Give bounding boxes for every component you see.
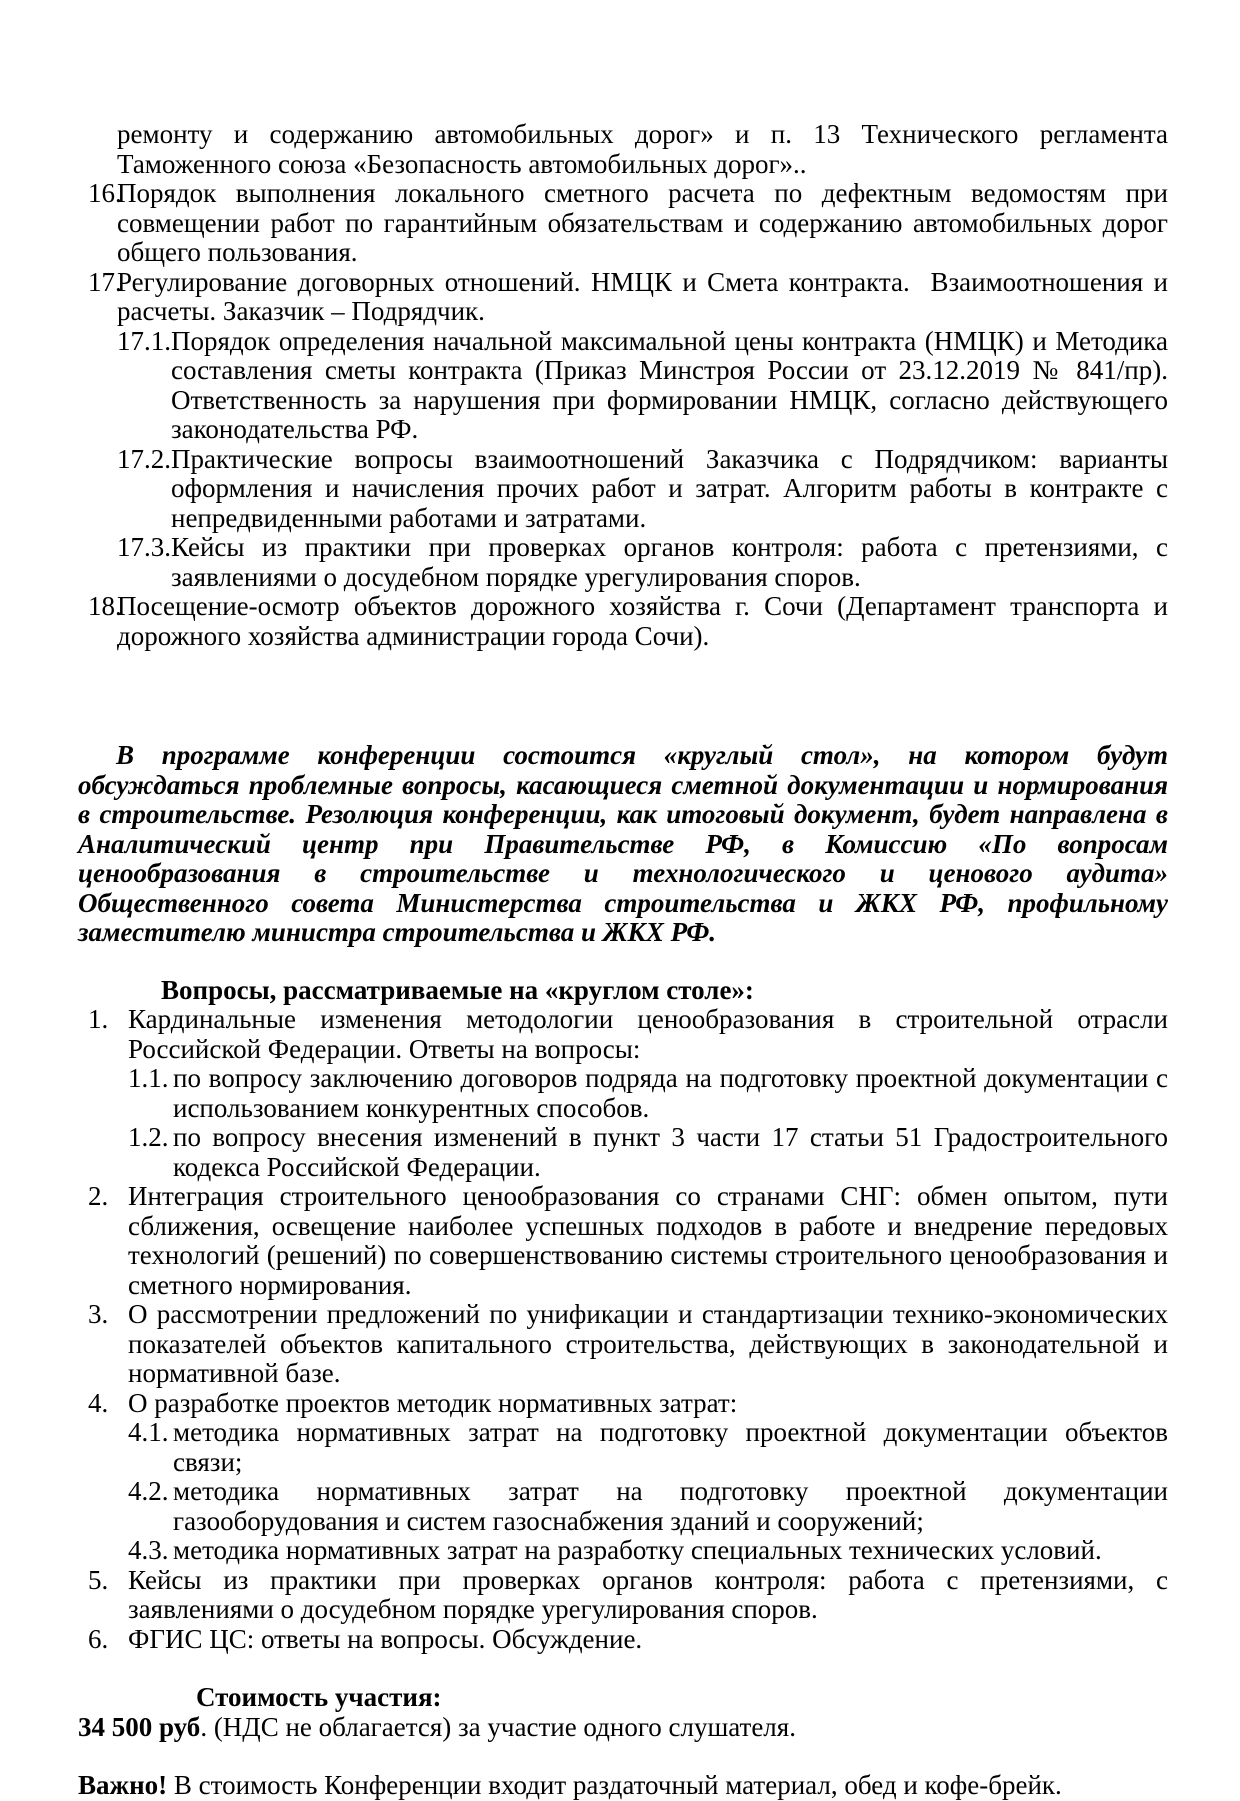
roundtable-item-4-2-text: методика нормативных затрат на подготовку проектной документации газооборудования и систем газоснабжения зданий и сооружений; <box>173 1476 1168 1536</box>
program-item-17-1-text: Порядок определения начальной максимальной цены контракта (НМЦК) и Методика составления сметы контракта (Приказ Минстроя России от 23.12.2019 № 841/пр). Ответственность за нарушения при формировании НМЦК, согласно действующего законодательства РФ. <box>171 325 1168 444</box>
program-item-17-3-number: 17.3. <box>117 532 171 562</box>
pricing-line <box>78 1713 1168 1743</box>
program-item-15-tail: ремонту и содержанию автомобильных дорог» и п. 13 Технического регламента Таможенного союза «Безопасность автомобильных дорог».. <box>117 119 1168 179</box>
roundtable-item-5 <box>78 1566 1168 1625</box>
roundtable-list <box>78 1005 1168 1654</box>
roundtable-item-4 <box>78 1389 1168 1419</box>
roundtable-item-4-3 <box>78 1536 1168 1566</box>
roundtable-item-4-2 <box>78 1477 1168 1536</box>
roundtable-item-1-text: Кардинальные изменения методологии ценообразования в строительной отрасли Российской Федерации. Ответы на вопросы: <box>128 1004 1168 1064</box>
program-item-17-number: 17. <box>88 266 122 297</box>
program-item-17-3-text: Кейсы из практики при проверках органов контроля: работа с претензиями, с заявлениями о досудебном порядке урегулирования споров. <box>171 532 1168 592</box>
roundtable-intro-paragraph: В программе конференции состоится «круглый стол», на котором будут обсуждаться проблемные вопросы, касающиеся сметной документации и нормирования в строительстве. Резолюция конференции, как итоговый документ, будет направлена в Аналитический центр при Правительстве РФ, в Комиссию «По вопросам ценообразования в строительстве и технологического и ценового аудита» Общественного совета Министерства строительства и ЖКХ РФ, профильному заместителю министра строительства и ЖКХ РФ. <box>78 740 1168 947</box>
roundtable-item-1-1-number: 1.1. <box>128 1063 169 1093</box>
program-item-17-1-number: 17.1. <box>117 325 171 356</box>
roundtable-item-2 <box>78 1182 1168 1300</box>
program-item-18-number: 18. <box>88 591 122 621</box>
roundtable-item-1-number: 1. <box>88 1004 109 1034</box>
roundtable-item-6-number: 6. <box>88 1623 109 1654</box>
program-item-17-2-number: 17.2. <box>117 443 171 474</box>
program-item-17 <box>78 268 1168 327</box>
roundtable-item-4-3-number: 4.3. <box>128 1535 169 1565</box>
program-item-16 <box>78 179 1168 268</box>
roundtable-item-3-text: О рассмотрении предложений по унификации и стандартизации технико-экономических показателей объектов капитального строительства, действующих в законодательной и нормативной базе. <box>128 1299 1168 1388</box>
roundtable-item-4-2-number: 4.2. <box>128 1476 169 1506</box>
roundtable-item-5-text: Кейсы из практики при проверках органов контроля: работа с претензиями, с заявлениями о досудебном порядке урегулирования споров. <box>128 1564 1168 1624</box>
roundtable-item-6-text: ФГИС ЦС: ответы на вопросы. Обсуждение. <box>128 1623 643 1654</box>
roundtable-heading: Вопросы, рассматриваемые на «круглом столе»: <box>161 974 754 1005</box>
roundtable-item-4-1-text: методика нормативных затрат на подготовку проектной документации объектов связи; <box>173 1417 1168 1477</box>
pricing-amount: 34 500 руб <box>78 1711 201 1742</box>
important-note-text: В стоимость Конференции входит раздаточный материал, обед и кофе-брейк. <box>167 1770 1062 1800</box>
program-item-16-number: 16. <box>88 178 122 208</box>
roundtable-item-1-2-number: 1.2. <box>128 1122 169 1152</box>
program-item-17-1 <box>78 327 1168 445</box>
important-note-label: Важно! <box>78 1770 168 1800</box>
roundtable-item-1-2 <box>78 1123 1168 1182</box>
roundtable-item-1-1 <box>78 1064 1168 1123</box>
roundtable-item-1-1-text: по вопросу заключению договоров подряда на подготовку проектной документации с использованием конкурентных способов. <box>173 1063 1168 1123</box>
roundtable-item-1 <box>78 1005 1168 1064</box>
roundtable-item-5-number: 5. <box>88 1564 109 1595</box>
roundtable-item-4-1 <box>78 1418 1168 1477</box>
roundtable-item-4-number: 4. <box>88 1387 109 1418</box>
program-item-17-2 <box>78 445 1168 534</box>
roundtable-item-3 <box>78 1300 1168 1389</box>
pricing-details: . (НДС не облагается) за участие одного слушателя. <box>200 1711 796 1742</box>
roundtable-item-2-number: 2. <box>88 1181 109 1211</box>
program-item-17-text: Регулирование договорных отношений. НМЦК и Смета контракта. Взаимоотношения и расчеты. Заказчик – Подрядчик. <box>117 266 1168 326</box>
program-item-17-3 <box>78 533 1168 592</box>
roundtable-item-4-1-number: 4.1. <box>128 1417 169 1447</box>
program-item-17-2-text: Практические вопросы взаимоотношений Заказчика с Подрядчиком: варианты оформления и начисления прочих работ и затрат. Алгоритм работы в контракте с непредвиденными работами и затратами. <box>171 443 1168 533</box>
roundtable-item-1-2-text: по вопросу внесения изменений в пункт 3 части 17 статьи 51 Градостроительного кодекса Российской Федерации. <box>173 1122 1168 1182</box>
pricing-heading: Стоимость участия: <box>196 1682 442 1712</box>
important-note <box>78 1771 1168 1801</box>
roundtable-item-3-number: 3. <box>88 1299 109 1329</box>
roundtable-item-6 <box>78 1625 1168 1655</box>
program-item-16-text: Порядок выполнения локального сметного расчета по дефектным ведомостям при совмещении работ по гарантийным обязательствам и содержанию автомобильных дорог общего пользования. <box>117 178 1168 267</box>
roundtable-item-4-3-text: методика нормативных затрат на разработку специальных технических условий. <box>173 1535 1102 1565</box>
roundtable-item-2-text: Интеграция строительного ценообразования со странами СНГ: обмен опытом, пути сближения, освещение наиболее успешных подходов в работе и внедрение передовых технологий (решений) по совершенствованию системы строительного ценообразования и сметного нормирования. <box>128 1181 1168 1300</box>
program-list <box>78 120 1168 651</box>
program-item-18-text: Посещение-осмотр объектов дорожного хозяйства г. Сочи (Департамент транспорта и дорожного хозяйства администрации города Сочи). <box>117 591 1168 651</box>
roundtable-item-4-text: О разработке проектов методик нормативных затрат: <box>128 1387 738 1418</box>
program-item-18 <box>78 592 1168 651</box>
